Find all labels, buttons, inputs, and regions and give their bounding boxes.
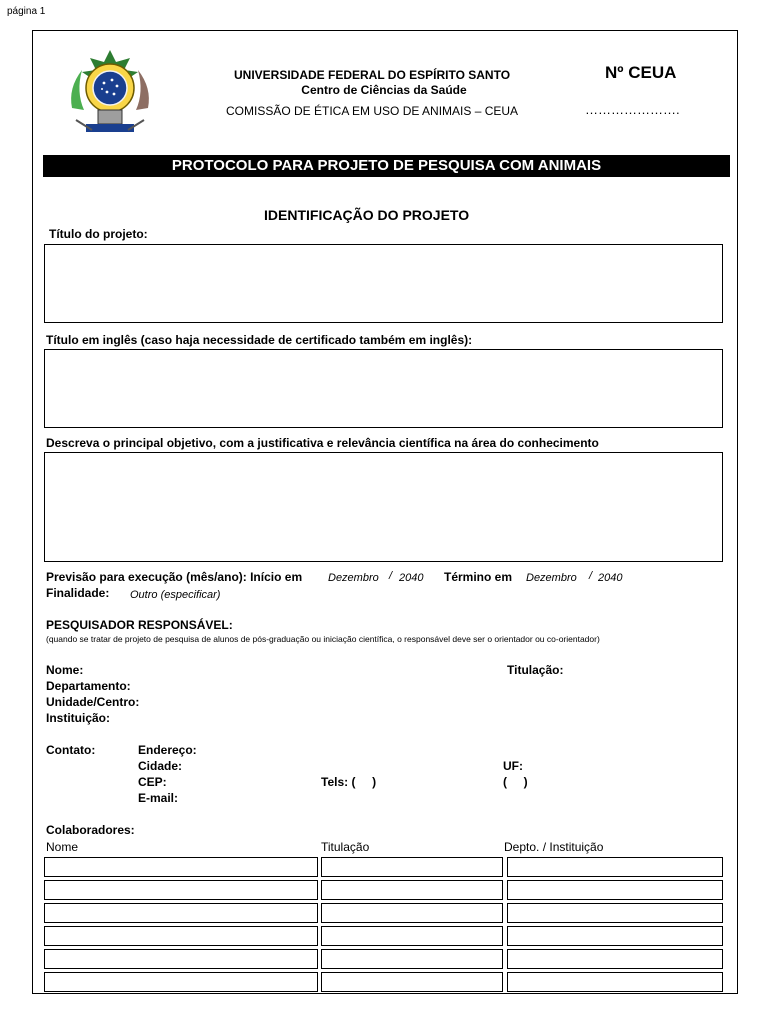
end-year-value[interactable]: 2040 — [598, 572, 623, 584]
collaborator-department-cell[interactable] — [507, 880, 723, 900]
researcher-section-title: PESQUISADOR RESPONSÁVEL: — [46, 618, 233, 632]
collaborator-department-cell[interactable] — [507, 949, 723, 969]
start-year-value[interactable]: 2040 — [399, 572, 424, 584]
protocol-banner: PROTOCOLO PARA PROJETO DE PESQUISA COM ANIMAIS — [43, 155, 730, 177]
project-title-label: Título do projeto: — [49, 227, 148, 241]
center-name: Centro de Ciências da Saúde — [301, 83, 467, 97]
collaborator-name-cell[interactable] — [44, 926, 318, 946]
collaborator-name-cell[interactable] — [44, 857, 318, 877]
researcher-degree-label: Titulação: — [507, 663, 564, 677]
researcher-note: (quando se tratar de projeto de pesquisa de alunos de pós-graduação ou iniciação científica, o responsável deve ser o orientador ou co-orientador) — [46, 634, 600, 644]
contact-label: Contato: — [46, 743, 96, 757]
collaborators-title: Colaboradores: — [46, 823, 135, 837]
ceua-number-value: …………………. — [585, 102, 680, 117]
schedule-label: Previsão para execução (mês/ano): Início em — [46, 570, 303, 584]
cep-label: CEP: — [138, 775, 167, 789]
purpose-label: Finalidade: — [46, 586, 110, 600]
collaborator-department-cell[interactable] — [507, 857, 723, 877]
collaborator-degree-cell[interactable] — [321, 903, 503, 923]
collaborator-degree-cell[interactable] — [321, 972, 503, 992]
email-label: E-mail: — [138, 791, 179, 805]
objective-label: Descreva o principal objetivo, com a justificativa e relevância científica na área do conhecimento — [46, 436, 599, 450]
collaborator-name-cell[interactable] — [44, 972, 318, 992]
collaborator-name-cell[interactable] — [44, 949, 318, 969]
objective-field[interactable] — [44, 452, 723, 562]
collaborator-name-cell[interactable] — [44, 903, 318, 923]
collaborator-degree-cell[interactable] — [321, 857, 503, 877]
uf-label: UF: — [503, 759, 523, 773]
collaborators-col-department: Depto. / Instituição — [504, 840, 604, 854]
collaborator-name-cell[interactable] — [44, 880, 318, 900]
researcher-institution-label: Instituição: — [46, 711, 111, 725]
researcher-name-label: Nome: — [46, 663, 84, 677]
researcher-department-label: Departamento: — [46, 679, 131, 693]
phone2-label: ( ) — [503, 775, 528, 789]
phone-label: Tels: ( ) — [321, 775, 377, 789]
purpose-value[interactable]: Outro (especificar) — [130, 589, 221, 601]
start-date-separator: / — [389, 570, 393, 582]
end-date-separator: / — [589, 570, 593, 582]
collaborators-col-name: Nome — [46, 840, 79, 854]
coat-of-arms-emblem — [62, 48, 158, 140]
collaborator-department-cell[interactable] — [507, 972, 723, 992]
researcher-unit-label: Unidade/Centro: — [46, 695, 140, 709]
collaborator-department-cell[interactable] — [507, 903, 723, 923]
end-month-value[interactable]: Dezembro — [526, 572, 577, 584]
ceua-number-label: Nº CEUA — [605, 63, 677, 82]
collaborators-col-degree: Titulação — [321, 840, 370, 854]
page-number: página 1 — [7, 6, 46, 17]
project-title-field[interactable] — [44, 244, 723, 323]
section-title: IDENTIFICAÇÃO DO PROJETO — [264, 207, 470, 223]
city-label: Cidade: — [138, 759, 183, 773]
collaborator-degree-cell[interactable] — [321, 949, 503, 969]
collaborator-department-cell[interactable] — [507, 926, 723, 946]
start-month-value[interactable]: Dezembro — [328, 572, 379, 584]
commission-name: COMISSÃO DE ÉTICA EM USO DE ANIMAIS – CEUA — [226, 104, 519, 118]
english-title-label: Título em inglês (caso haja necessidade de certificado também em inglês): — [46, 333, 473, 347]
address-label: Endereço: — [138, 743, 197, 757]
university-name: UNIVERSIDADE FEDERAL DO ESPÍRITO SANTO — [234, 68, 511, 82]
end-date-label: Término em — [444, 570, 513, 584]
collaborator-degree-cell[interactable] — [321, 880, 503, 900]
english-title-field[interactable] — [44, 349, 723, 428]
collaborator-degree-cell[interactable] — [321, 926, 503, 946]
